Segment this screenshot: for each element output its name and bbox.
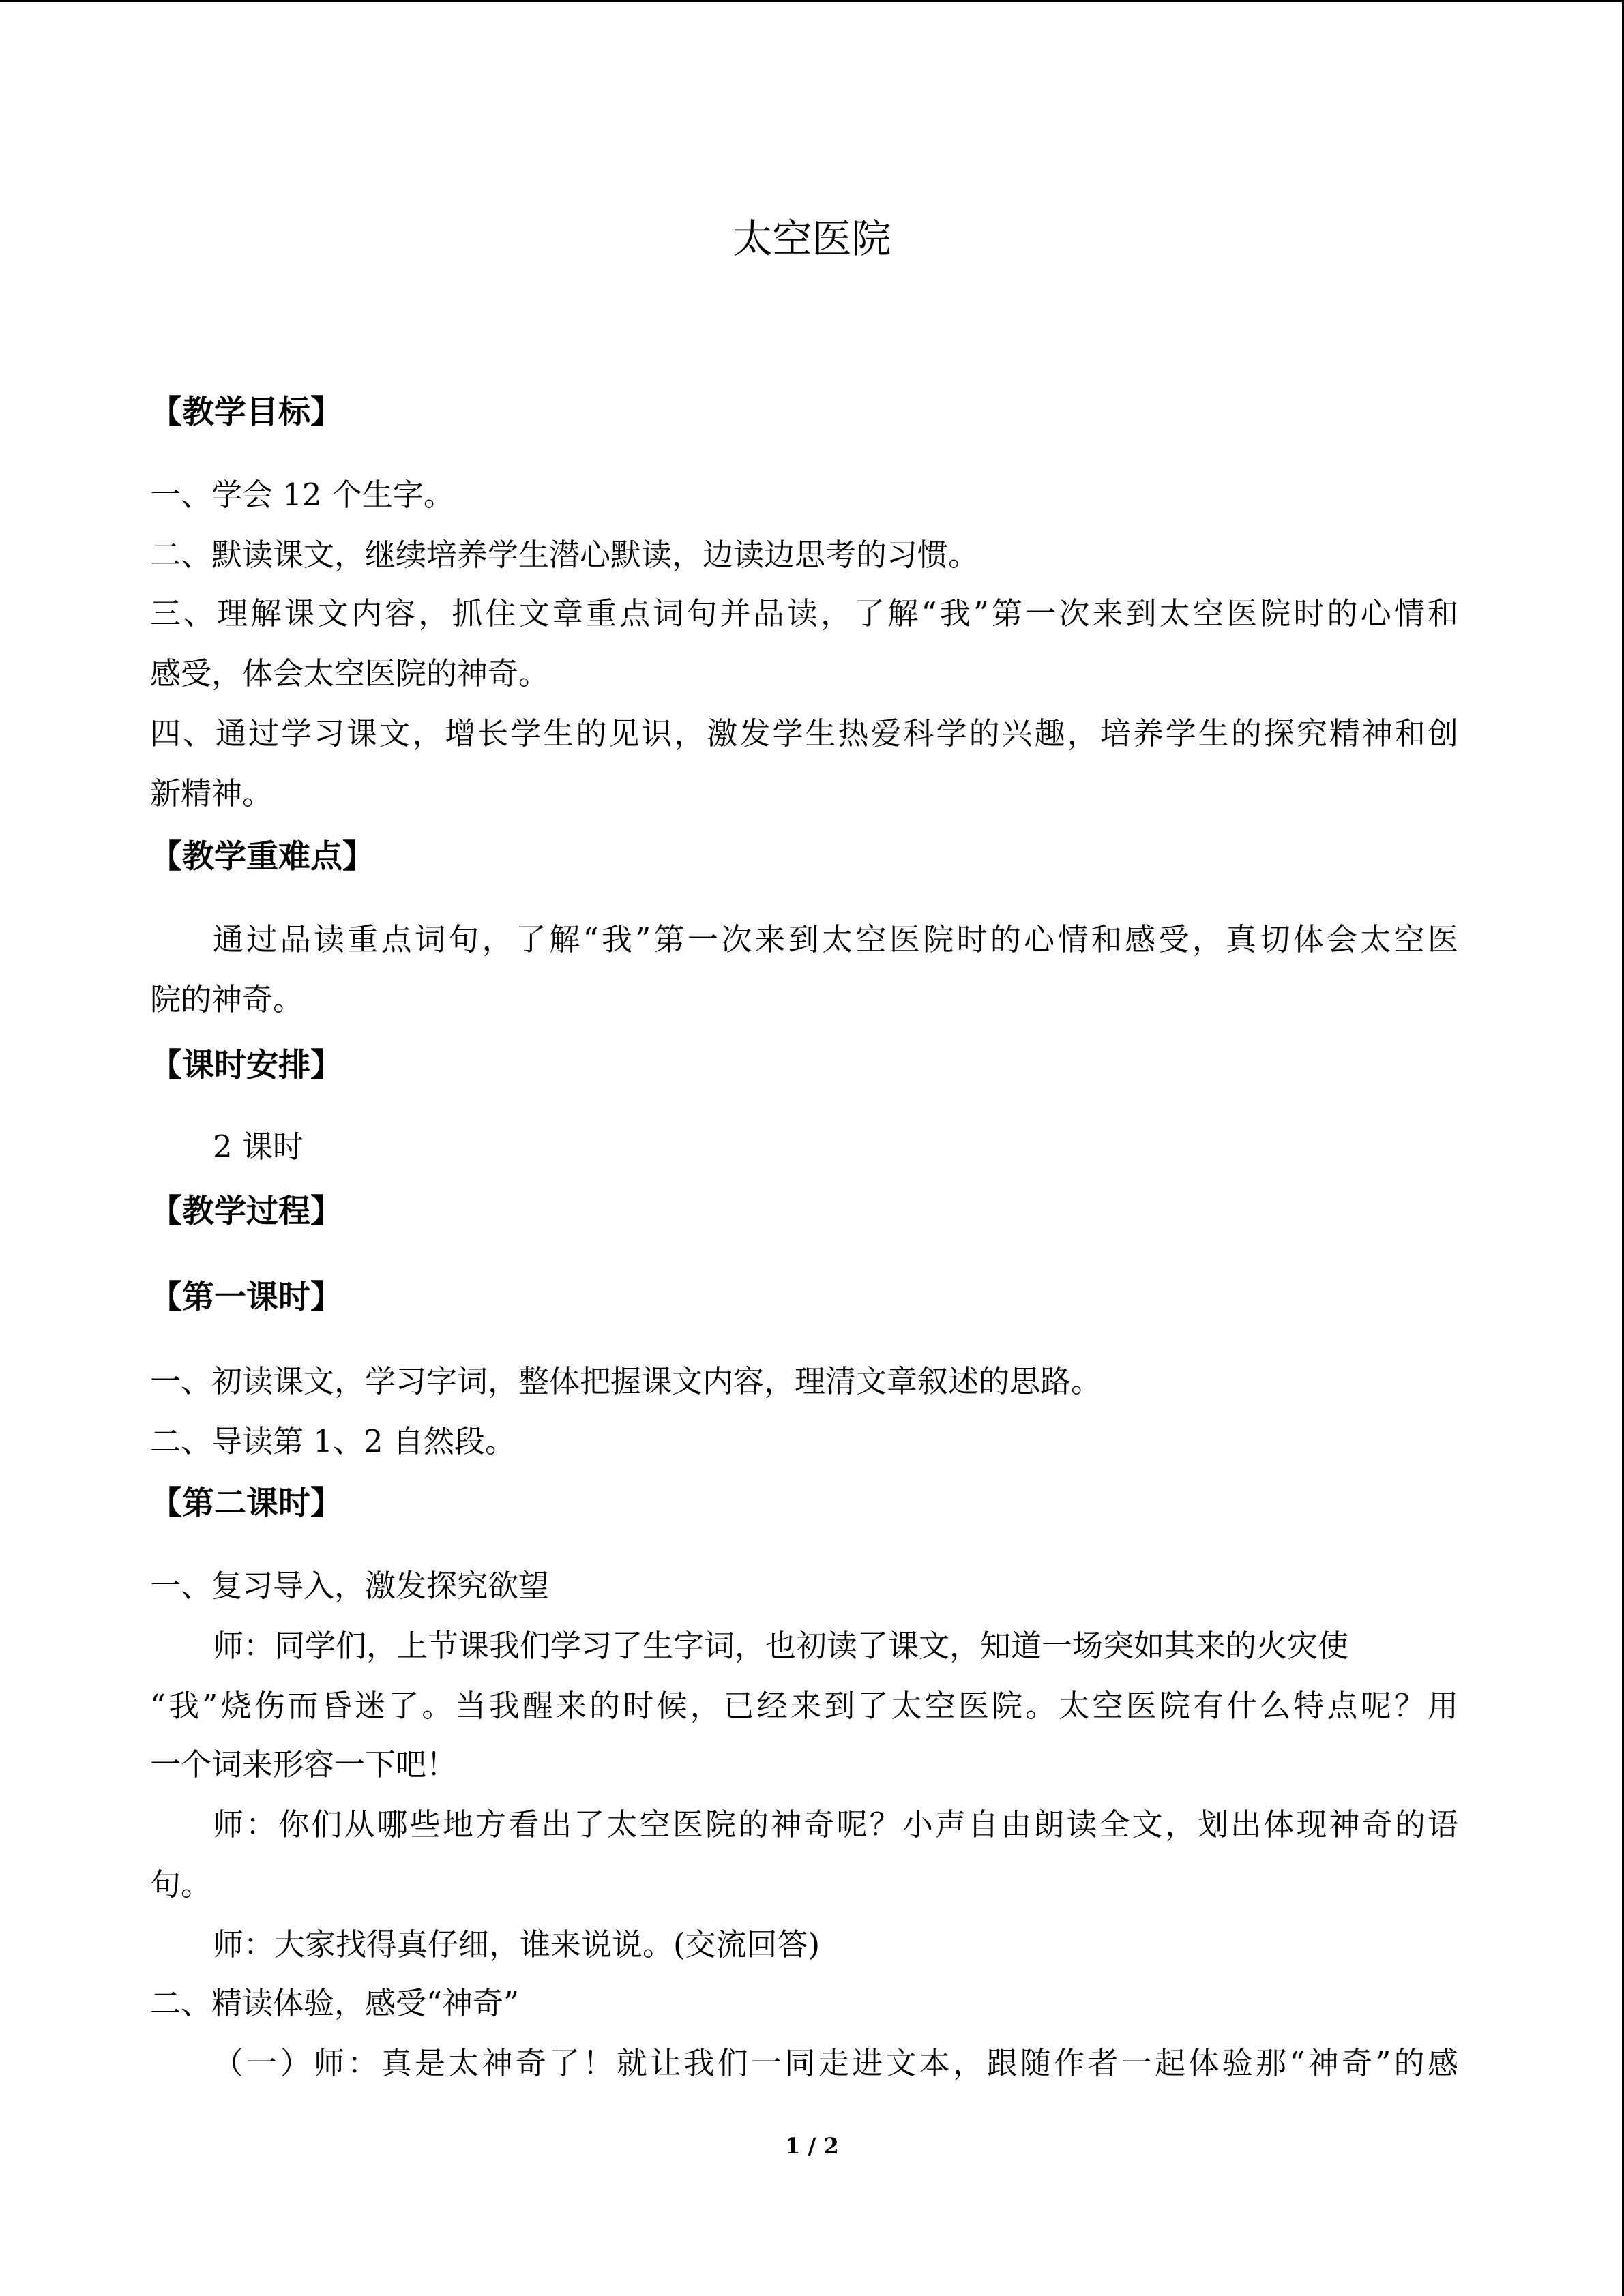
lesson-2-para-1-line-1: 师：同学们，上节课我们学习了生字词，也初读了课文，知道一场突如其来的火灾使 [213, 1628, 1349, 1664]
lesson-2-step-1: 一、复习导入，激发探究欲望 [150, 1568, 550, 1604]
lesson-1-item-1: 一、初读课文，学习字词，整体把握课文内容，理清文章叙述的思路。 [150, 1363, 1102, 1399]
objective-item-3-line-2: 感受，体会太空医院的神奇。 [150, 655, 550, 691]
lesson-1-item-2: 二、导读第 1、2 自然段。 [150, 1423, 516, 1459]
schedule-text: 2 课时 [213, 1129, 304, 1165]
heading-schedule: 【课时安排】 [150, 1047, 342, 1084]
objective-item-3-line-1: 三、理解课文内容，抓住文章重点词句并品读，了解“我”第一次来到太空医院时的心情和 [150, 595, 1458, 631]
objective-item-1: 一、学会 12 个生字。 [150, 477, 454, 513]
page-number: 1 / 2 [785, 2133, 839, 2159]
top-border-line [0, 0, 1624, 2]
heading-objectives: 【教学目标】 [150, 393, 342, 431]
heading-key-points: 【教学重难点】 [150, 838, 374, 876]
lesson-2-para-1-line-3: 一个词来形容一下吧！ [150, 1746, 458, 1783]
lesson-2-para-1-line-2: “我”烧伤而昏迷了。当我醒来的时候，已经来到了太空医院。太空医院有什么特点呢？用 [150, 1688, 1458, 1724]
document-title: 太空医院 [733, 215, 891, 262]
heading-lesson-1: 【第一课时】 [150, 1279, 342, 1316]
lesson-2-para-4-line-1: （一）师：真是太神奇了！就让我们一同走进文本，跟随作者一起体验那“神奇”的感 [213, 2045, 1458, 2081]
heading-lesson-2: 【第二课时】 [150, 1485, 342, 1522]
lesson-2-step-2: 二、精读体验，感受“神奇” [150, 1985, 520, 2021]
lesson-2-para-2-line-2: 句。 [150, 1866, 212, 1903]
heading-process: 【教学过程】 [150, 1193, 342, 1230]
key-points-line-2: 院的神奇。 [150, 981, 304, 1017]
key-points-line-1: 通过品读重点词句，了解“我”第一次来到太空医院时的心情和感受，真切体会太空医 [213, 921, 1458, 957]
lesson-2-para-2-line-1: 师：你们从哪些地方看出了太空医院的神奇呢？小声自由朗读全文，划出体现神奇的语 [213, 1806, 1458, 1843]
lesson-2-para-3: 师：大家找得真仔细，谁来说说。(交流回答) [213, 1926, 821, 1963]
objective-item-4-line-1: 四、通过学习课文，增长学生的见识，激发学生热爱科学的兴趣，培养学生的探究精神和创 [150, 715, 1458, 751]
objective-item-4-line-2: 新精神。 [150, 775, 274, 811]
objective-item-2: 二、默读课文，继续培养学生潜心默读，边读边思考的习惯。 [150, 537, 979, 573]
